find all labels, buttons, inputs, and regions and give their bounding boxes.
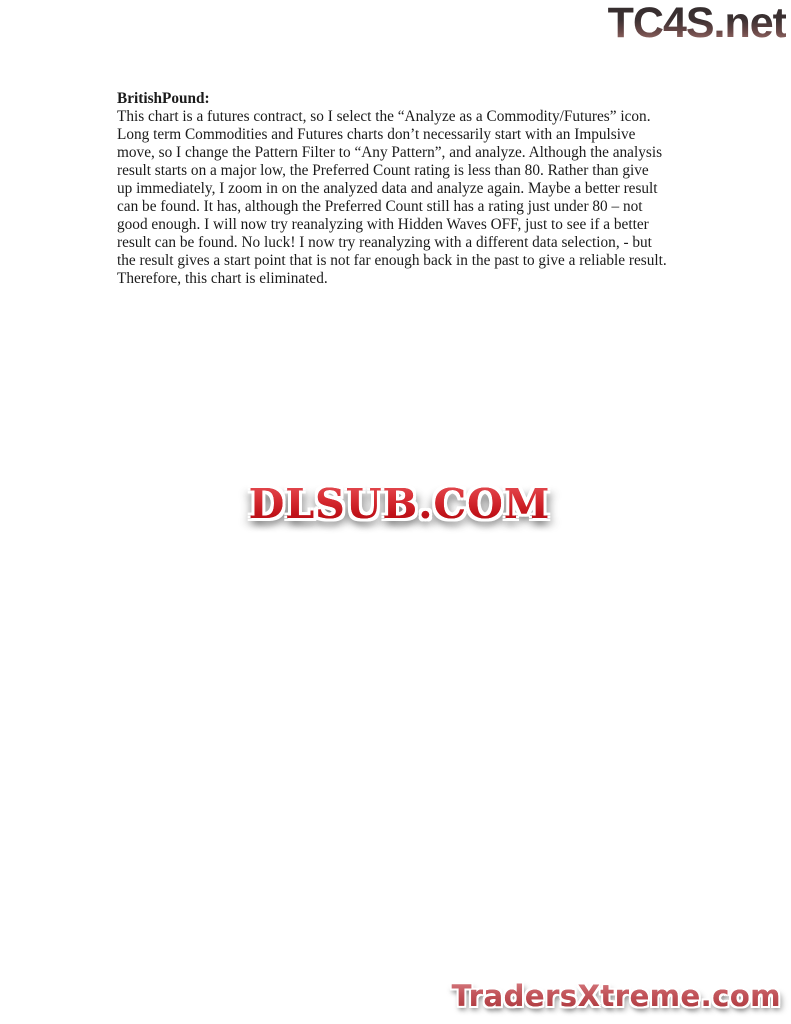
text-line: result can be found. No luck! I now try reanalyzing with a different data selection, - but — [117, 233, 652, 251]
dlsub-watermark-logo — [248, 480, 551, 528]
dlsub-watermark-text: DLSUB.COM — [248, 480, 551, 528]
text-line: This chart is a futures contract, so I select the “Analyze as a Commodity/Futures” icon. — [117, 107, 651, 125]
article-paragraph — [117, 108, 757, 288]
text-line: Long term Commodities and Futures charts don’t necessarily start with an Impulsive — [117, 125, 636, 143]
text-line: can be found. It has, although the Preferred Count still has a rating just under 80 – not — [117, 197, 643, 215]
text-line: move, so I change the Pattern Filter to “Any Pattern”, and analyze. Although the analysis — [117, 143, 663, 161]
tradersxtreme-logo-text: TradersXtreme.com — [451, 979, 781, 1013]
text-line: good enough. I will now try reanalyzing with Hidden Waves OFF, just to see if a better — [117, 215, 649, 233]
tradersxtreme-site-logo — [451, 979, 781, 1013]
text-line: result starts on a major low, the Preferred Count rating is less than 80. Rather than give — [117, 161, 649, 179]
text-line: up immediately, I zoom in on the analyzed data and analyze again. Maybe a better result — [117, 179, 658, 197]
tc4s-site-logo: TC4S.net — [607, 0, 786, 47]
article-heading: BritishPound: — [117, 90, 210, 107]
text-line: the result gives a start point that is not far enough back in the past to give a reliable result. — [117, 251, 667, 269]
text-line: Therefore, this chart is eliminated. — [117, 269, 328, 287]
article-text-block — [117, 90, 757, 287]
